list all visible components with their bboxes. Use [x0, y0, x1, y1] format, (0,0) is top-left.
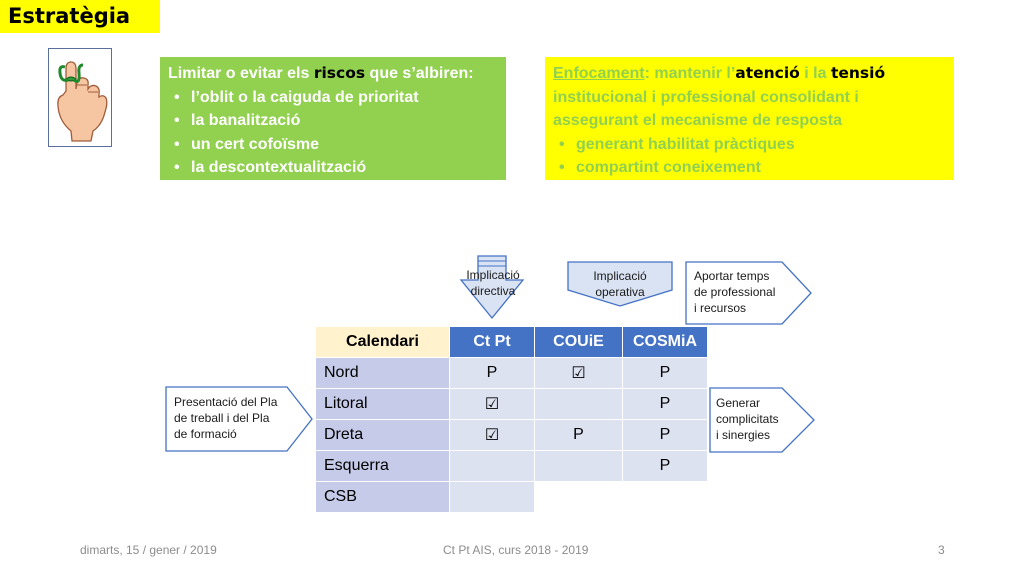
checkbox-icon: ☑ — [450, 420, 535, 451]
focus-emphasis-tension: tensió — [830, 64, 886, 82]
list-item: • l’oblit o la caiguda de prioritat — [191, 86, 498, 110]
callout-operativa-text — [574, 268, 666, 300]
row-label: Litoral — [316, 389, 450, 420]
callout-presentacio-text — [174, 394, 294, 442]
list-item: • compartint coneixement — [576, 156, 946, 180]
callout-line: Generar — [716, 396, 761, 410]
table-cell: P — [623, 358, 708, 389]
callout-line: operativa — [595, 285, 645, 299]
row-label: Esquerra — [316, 451, 450, 482]
callout-line: de professional — [694, 285, 776, 299]
callout-line: de treball i del Pla — [174, 411, 270, 425]
table-cell — [535, 389, 623, 420]
slide-title: Estratègia — [8, 4, 131, 28]
focus-label: Enfocament — [553, 65, 645, 82]
table-row — [316, 358, 708, 389]
table-cell: P — [623, 389, 708, 420]
header-calendari: Calendari — [316, 327, 450, 358]
callout-temps-text — [694, 268, 794, 316]
list-item: • generant habilitat pràctiques — [576, 133, 946, 157]
table-row — [316, 482, 708, 513]
table-header-row — [316, 327, 708, 358]
table-row — [316, 451, 708, 482]
calendar-table — [315, 326, 708, 513]
callout-line: directiva — [470, 284, 516, 298]
header-couie: COUiE — [535, 327, 623, 358]
table-row — [316, 420, 708, 451]
table-cell-empty — [623, 482, 708, 513]
table-cell: P — [535, 420, 623, 451]
callout-directiva-text — [455, 267, 531, 299]
focus-text: : mantenir l’ — [644, 65, 736, 82]
callout-line: Implicació — [593, 269, 647, 283]
callout-line: i recursos — [694, 301, 747, 315]
checkbox-icon: ☑ — [535, 358, 623, 389]
row-label: Nord — [316, 358, 450, 389]
callout-line: Aportar temps — [694, 269, 770, 283]
callout-line: Implicació — [466, 268, 520, 282]
table-cell: P — [623, 451, 708, 482]
callout-line: i sinergies — [716, 428, 771, 442]
list-item: • la banalització — [191, 109, 498, 133]
row-label: Dreta — [316, 420, 450, 451]
callout-line: Presentació del Pla — [174, 395, 278, 409]
page-number: 3 — [938, 543, 945, 557]
risks-emphasis: riscos — [313, 64, 366, 82]
table-cell: P — [450, 358, 535, 389]
risks-intro-end: que s’albiren: — [365, 65, 474, 82]
focus-rest: institucional i professional consolidant i assegurant el mecanisme de resposta — [553, 88, 859, 129]
table-cell — [450, 451, 535, 482]
list-item: • un cert cofoïsme — [191, 133, 498, 157]
table-cell: P — [623, 420, 708, 451]
risks-intro-text: Limitar o evitar els — [168, 65, 314, 82]
callout-line: de formació — [174, 427, 237, 441]
focus-connector: i la — [799, 65, 831, 82]
row-label: CSB — [316, 482, 450, 513]
footer-center: Ct Pt AIS, curs 2018 - 2019 — [443, 543, 589, 557]
focus-emphasis-attention: atenció — [735, 64, 800, 82]
callout-complicitats-text — [716, 395, 796, 443]
table-cell — [450, 482, 535, 513]
table-row — [316, 389, 708, 420]
footer-date: dimarts, 15 / gener / 2019 — [80, 543, 217, 557]
table-cell-empty — [535, 482, 623, 513]
checkbox-icon: ☑ — [450, 389, 535, 420]
header-ctpt: Ct Pt — [450, 327, 535, 358]
callout-line: complicitats — [716, 412, 779, 426]
table-cell — [535, 451, 623, 482]
header-cosmia: COSMiA — [623, 327, 708, 358]
list-item: • la descontextualització — [191, 156, 498, 180]
